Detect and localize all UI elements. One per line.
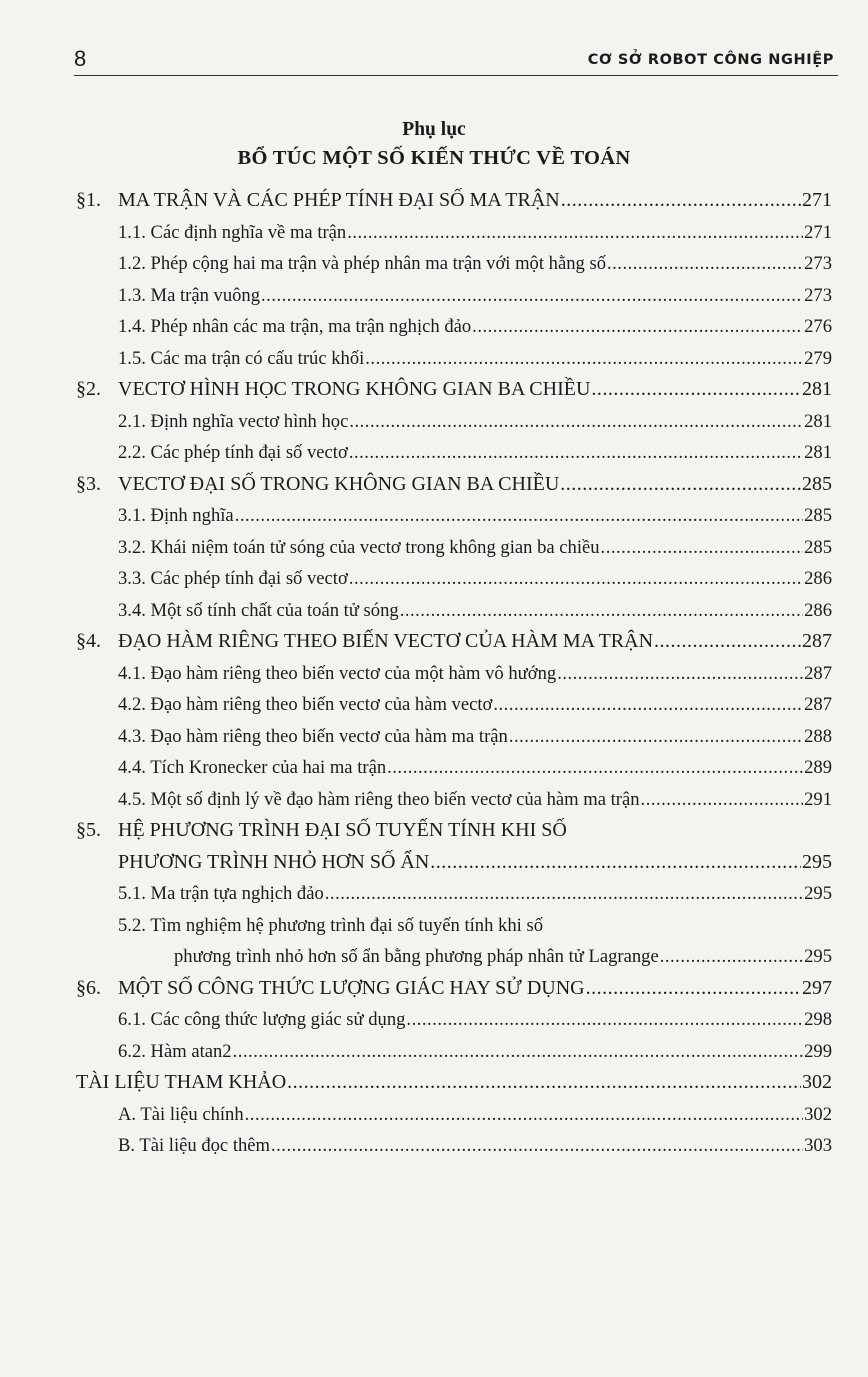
dot-leader [325,878,803,910]
header-divider [74,75,838,76]
toc-entry [76,626,832,658]
toc-entry [76,1036,832,1068]
toc-page-number: 303 [804,1135,832,1156]
toc-entry-title: 1.1. Các định nghĩa về ma trận [118,221,347,243]
toc-entry [76,784,832,816]
dot-leader [271,1130,803,1162]
toc-entry-title: 4.3. Đạo hàm riêng theo biến vectơ của hàm ma trận [118,725,508,747]
toc-entry-title: 2.2. Các phép tính đại số vectơ [118,442,348,463]
toc-entry-title: 6.2. Hàm atan2 [118,1040,232,1062]
toc-entry [76,973,832,1005]
dot-leader [557,658,803,690]
toc-page-number: 273 [804,284,832,306]
dot-leader [641,784,804,816]
toc-entry-title: B. Tài liệu đọc thêm [118,1135,270,1156]
toc-entry [76,185,832,217]
dot-leader [347,217,803,249]
dot-leader [591,374,801,406]
toc-page-number: 287 [804,662,832,684]
dot-leader [472,311,803,343]
toc-entry [76,343,832,375]
toc-page-number: 302 [804,1103,832,1125]
toc-entry [76,595,832,627]
toc-entry-title: VECTƠ ĐẠI SỐ TRONG KHÔNG GIAN BA CHIỀU [118,472,560,495]
toc-section-number: §1. [76,189,101,211]
toc-entry-title: 5.2. Tìm nghiệm hệ phương trình đại số tuyến tính khi số [118,914,543,936]
dot-leader [586,973,801,1005]
dot-leader [660,941,803,973]
dot-leader [349,437,803,469]
dot-leader [601,532,804,564]
dot-leader [406,1004,803,1036]
toc-page-number: 285 [802,472,832,495]
toc-entry [76,311,832,343]
toc-page-number: 273 [804,253,832,274]
toc-entry-title: A. Tài liệu chính [118,1103,244,1125]
toc-entry [76,689,832,721]
toc-page-number: 286 [804,599,832,621]
toc-entry-title: 5.1. Ma trận tựa nghịch đảo [118,883,324,904]
dot-leader [349,406,803,438]
toc-entry-title: MA TRẬN VÀ CÁC PHÉP TÍNH ĐẠI SỐ MA TRẬN [118,189,560,211]
dot-leader [400,595,803,627]
dot-leader [607,248,803,280]
toc-page-number: 289 [804,757,832,778]
toc-entry-title: PHƯƠNG TRÌNH NHỎ HƠN SỐ ẨN [118,850,430,873]
dot-leader [654,626,801,658]
toc-section-number: §5. [76,819,101,841]
toc-page-number: 291 [804,788,832,810]
toc-page-number: 285 [804,505,832,526]
toc-entry-title: 3.4. Một số tính chất của toán tử sóng [118,599,399,621]
toc-entry-title: 1.3. Ma trận vuông [118,284,261,306]
toc-entry [76,1067,832,1099]
toc-entry [76,406,832,438]
dot-leader [493,689,803,721]
toc-entry-title: 1.5. Các ma trận có cấu trúc khối [118,347,365,369]
toc-page-number: 288 [804,725,832,747]
toc-entry-title: HỆ PHƯƠNG TRÌNH ĐẠI SỐ TUYẾN TÍNH KHI SỐ [118,819,567,841]
dot-leader [261,280,803,312]
toc-page-number: 271 [802,189,832,211]
toc-entry [76,658,832,690]
toc-entry-title: 4.2. Đạo hàm riêng theo biến vectơ của hàm vectơ [118,694,493,715]
toc-entry-title: 3.2. Khái niệm toán tử sóng của vectơ trong không gian ba chiều [118,536,600,558]
toc-entry [76,532,832,564]
appendix-title: BỔ TÚC MỘT SỐ KIẾN THỨC VỀ TOÁN [237,147,631,169]
dot-leader [561,185,801,217]
toc-entry-title: 6.1. Các công thức lượng giác sử dụng [118,1009,406,1030]
running-title: CƠ SỞ ROBOT CÔNG NGHIỆP [587,52,834,68]
toc-page-number: 281 [804,410,832,432]
toc-page-number: 276 [804,316,832,337]
page-number: 8 [74,46,87,71]
appendix-label: Phụ lục [402,119,466,140]
toc-page-number: 271 [804,221,832,243]
toc-entry [76,217,832,249]
toc-entry [76,280,832,312]
toc-page-number: 287 [804,694,832,715]
toc-entry-title: 4.4. Tích Kronecker của hai ma trận [118,757,387,778]
toc-entry-title: 3.3. Các phép tính đại số vectơ [118,568,348,589]
toc-entry-title: 1.2. Phép cộng hai ma trận và phép nhân ma trận với một hằng số [118,253,606,274]
toc-entry-title: 2.1. Định nghĩa vectơ hình học [118,410,349,432]
toc-section-number: §3. [76,472,101,495]
toc-entry [76,815,832,847]
toc-entry [76,847,832,879]
dot-leader [233,1036,804,1068]
toc-entry [76,500,832,532]
toc-page-number: 295 [804,883,832,904]
dot-leader [387,752,803,784]
toc-page-number: 298 [804,1009,832,1030]
toc-entry-title: VECTƠ HÌNH HỌC TRONG KHÔNG GIAN BA CHIỀU [118,378,591,400]
toc-page-number: 287 [802,630,832,652]
toc-page-number: 302 [802,1071,832,1093]
toc-entry [76,752,832,784]
toc-entry [76,721,832,753]
dot-leader [245,1099,803,1131]
dot-leader [287,1067,801,1099]
toc-entry-title: ĐẠO HÀM RIÊNG THEO BIẾN VECTƠ CỦA HÀM MA TRẬN [118,630,654,652]
dot-leader [509,721,803,753]
toc-page-number: 281 [802,378,832,400]
toc-entry [76,437,832,469]
toc-section-number: §4. [76,630,101,652]
toc-entry-title: 1.4. Phép nhân các ma trận, ma trận nghịch đảo [118,316,472,337]
dot-leader [365,343,803,375]
toc-page-number: 295 [802,850,832,873]
dot-leader [235,500,803,532]
dot-leader [349,563,803,595]
toc-section-number: §2. [76,378,101,400]
toc-page-number: 297 [802,976,832,999]
toc-entry [76,941,832,973]
toc-entry-title: MỘT SỐ CÔNG THỨC LƯỢNG GIÁC HAY SỬ DỤNG [118,976,585,999]
toc-entry [76,374,832,406]
table-of-contents [76,185,832,1162]
toc-entry [76,1099,832,1131]
toc-entry-title: 3.1. Định nghĩa [118,505,234,526]
toc-page-number: 281 [804,442,832,463]
toc-entry-title: TÀI LIỆU THAM KHẢO [76,1071,287,1093]
toc-page-number: 295 [804,946,832,967]
toc-entry [76,248,832,280]
toc-page-number: 285 [804,536,832,558]
toc-entry [76,563,832,595]
toc-entry [76,878,832,910]
toc-page-number: 286 [804,568,832,589]
toc-entry-title: phương trình nhỏ hơn số ẩn bằng phương pháp nhân tử Lagrange [174,946,659,967]
dot-leader [560,469,801,501]
toc-entry [76,1130,832,1162]
toc-entry-title: 4.5. Một số định lý về đạo hàm riêng theo biến vectơ của hàm ma trận [118,788,640,810]
dot-leader [430,847,801,879]
toc-page-number: 279 [804,347,832,369]
toc-entry [76,469,832,501]
toc-entry-title: 4.1. Đạo hàm riêng theo biến vectơ của một hàm vô hướng [118,662,557,684]
toc-section-number: §6. [76,976,101,999]
toc-page-number: 299 [804,1040,832,1062]
toc-entry [76,910,832,942]
toc-entry [76,1004,832,1036]
